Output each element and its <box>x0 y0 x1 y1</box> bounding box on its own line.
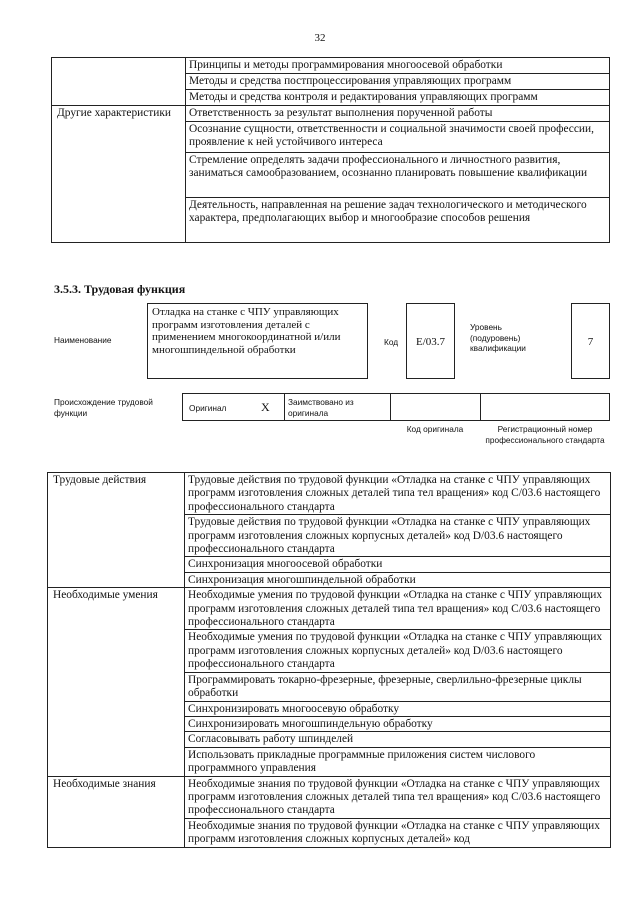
page-number: 32 <box>314 32 326 44</box>
table-cell: Необходимые умения по трудовой функции «Отладка на станке с ЧПУ управляющих программ изготовления сложных деталей типа тел вращения» код С/03.6 настоящего профессионального стандарта <box>185 588 611 630</box>
name-label: Наименование <box>54 335 112 345</box>
section-title: 3.5.3. Трудовая функция <box>54 282 186 296</box>
table-row <box>48 776 611 818</box>
original-mark: X <box>261 400 270 414</box>
empty-label-cell <box>52 58 186 106</box>
qualification-level-label: Уровень (подуровень) квалификации <box>470 322 526 353</box>
original-code-label: Код оригинала <box>406 424 464 434</box>
table-cell: Осознание сущности, ответственности и социальной значимости своей профессии, проявление к ней устойчивого интереса <box>186 122 610 153</box>
row-label-required-knowledge: Необходимые знания <box>48 776 185 847</box>
code-value: E/03.7 <box>415 336 446 348</box>
row-label-labor-actions: Трудовые действия <box>48 473 185 588</box>
table-row <box>48 588 611 630</box>
function-name: Отладка на станке с ЧПУ управляющих программ изготовления деталей с применением многокоординатной и/или многошпиндельной обработки <box>152 306 341 356</box>
divider <box>390 394 391 420</box>
table-cell: Синхронизировать многошпиндельную обработку <box>185 716 611 731</box>
table-cell: Трудовые действия по трудовой функции «Отладка на станке с ЧПУ управляющих программ изготовления сложных корпусных деталей» код D/03.6 настоящего профессионального стандарта <box>185 515 611 557</box>
table-cell: Принципы и методы программирования многоосевой обработки <box>186 58 610 74</box>
divider <box>480 394 481 420</box>
divider <box>284 394 285 420</box>
table-cell: Согласовывать работу шпинделей <box>185 732 611 747</box>
table-row <box>52 106 610 122</box>
table-cell: Синхронизация многошпиндельной обработки <box>185 572 611 587</box>
table-cell: Использовать прикладные программные приложения систем числового программного управления <box>185 747 611 776</box>
code-box <box>406 303 455 379</box>
table-row <box>52 58 610 74</box>
table-row <box>48 473 611 515</box>
table-cell: Деятельность, направленная на решение задач технологического и методического характера, предполагающих выбор и многообразие способов решения <box>186 198 610 243</box>
borrowed-label: Заимствовано из оригинала <box>288 397 354 418</box>
reg-number-label: Регистрационный номер профессионального стандарта <box>485 424 605 445</box>
row-label-other-characteristics: Другие характеристики <box>52 106 186 243</box>
origin-label: Происхождение трудовой функции <box>54 397 153 418</box>
table-cell: Необходимые знания по трудовой функции «Отладка на станке с ЧПУ управляющих программ изготовления сложных корпусных деталей» код <box>185 818 611 847</box>
table-cell: Ответственность за результат выполнения порученной работы <box>186 106 610 122</box>
table-cell: Методы и средства контроля и редактирования управляющих программ <box>186 90 610 106</box>
level-value: 7 <box>587 336 594 348</box>
table-cell: Необходимые знания по трудовой функции «Отладка на станке с ЧПУ управляющих программ изготовления сложных деталей типа тел вращения» код С/03.6 настоящего профессионального стандарта <box>185 776 611 818</box>
table-cell: Синхронизация многоосевой обработки <box>185 557 611 572</box>
table-cell: Необходимые умения по трудовой функции «Отладка на станке с ЧПУ управляющих программ изготовления сложных корпусных деталей» код D/03.6 настоящего профессионального стандарта <box>185 630 611 672</box>
function-name-box <box>147 303 368 379</box>
table-cell: Трудовые действия по трудовой функции «Отладка на станке с ЧПУ управляющих программ изготовления сложных деталей типа тел вращения» код С/03.6 настоящего профессионального стандарта <box>185 473 611 515</box>
table-cell: Стремление определять задачи профессионального и личностного развития, заниматься самообразованием, осознанно планировать повышение квалификации <box>186 153 610 198</box>
origin-row <box>182 393 610 421</box>
code-label: Код <box>384 337 399 347</box>
main-table <box>47 472 611 848</box>
top-table <box>51 57 610 243</box>
table-cell: Синхронизировать многоосевую обработку <box>185 701 611 716</box>
table-cell: Программировать токарно-фрезерные, фрезерные, сверлильно-фрезерные циклы обработки <box>185 672 611 701</box>
original-label: Оригинал <box>189 403 227 413</box>
table-cell: Методы и средства постпроцессирования управляющих программ <box>186 74 610 90</box>
row-label-required-skills: Необходимые умения <box>48 588 185 776</box>
level-box <box>571 303 610 379</box>
